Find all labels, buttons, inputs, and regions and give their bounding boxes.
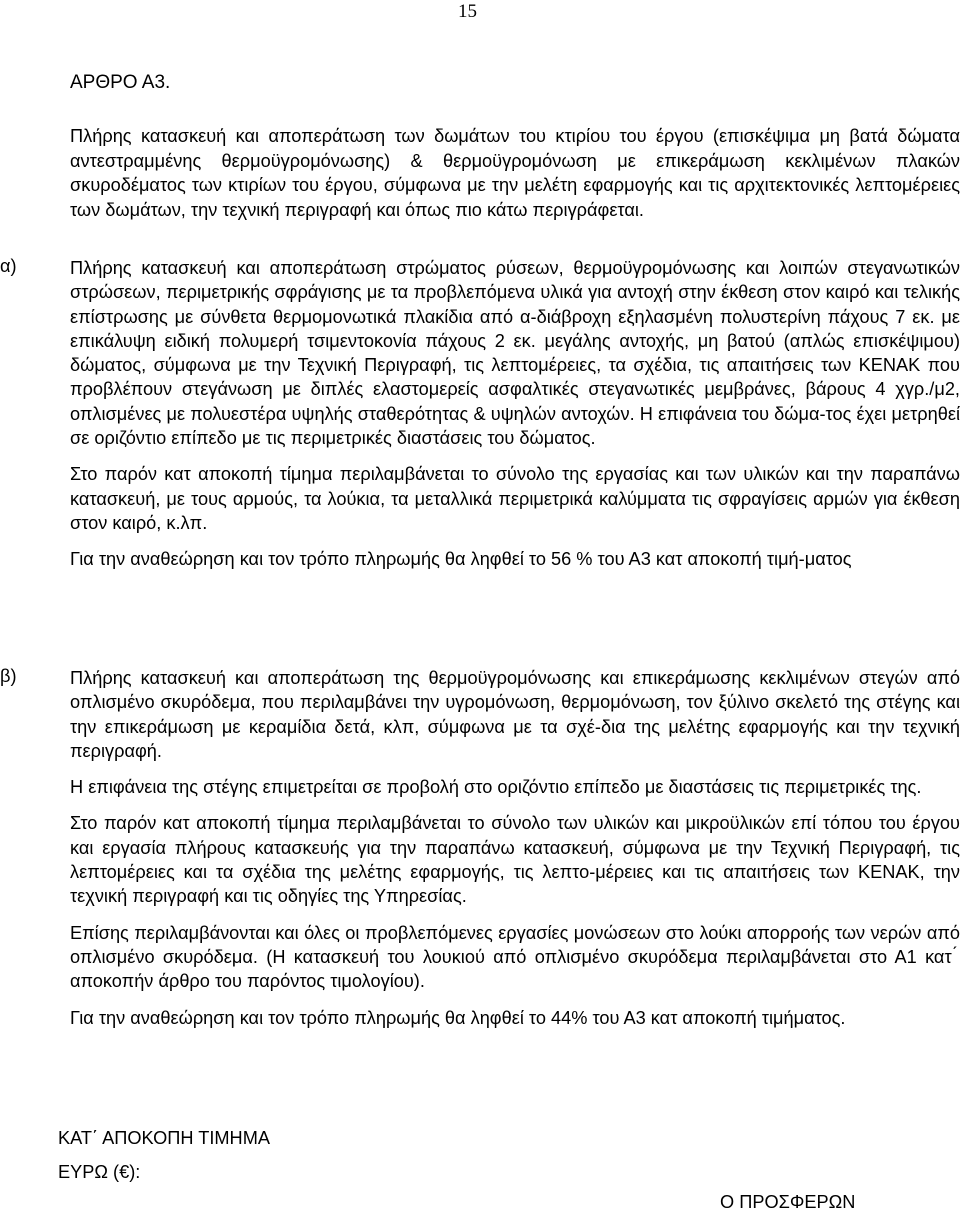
section-a-paragraph: Πλήρης κατασκευή και αποπεράτωση στρώματος ρύσεων, θερμοϋγρομόνωσης και λοιπών στεγανωτικών στρώσεων, περιμετρικής σφράγισης με τα προβλεπόμενα υλικά για αντοχή στην έκθεση στον καιρό και τελικής επίστρωσης με σύνθετα θερμομονωτικά πλακίδια από α-διάβροχη εξηλασμένη πολυστερίνη πάχους 7 εκ. με επικάλυψη ειδική πολυμερή τσιμεντοκονία πάχους 2 εκ. μεγάλης αντοχής, μη βατού (απλώς επισκέψιμου) δώματος, σύμφωνα με την Τεχνική Περιγραφή, τις λεπτομέρειες, τα σχέδια, τις απαιτήσεις των ΚΕΝΑΚ που προβλέπουν στεγάνωση με διπλές ελαστομερείς ασφαλτικές στεγανωτικές μεμβράνες, βάρους 4 χγρ./μ2, οπλισμένες με πολυεστέρα υψηλής σταθερότητας & υψηλών αντοχών. Η επιφάνεια του δώμα-τος έχει μετρηθεί σε οριζόντιο επίπεδο με τις περιμετρικές διαστάσεις του δώματος. [70,258,960,449]
section-a-letter: α) [0,256,17,276]
page-number: 15 [458,1,477,22]
section-b-paragraph: Για την αναθεώρηση και τον τρόπο πληρωμής θα ληφθεί το 44% του Α3 κατ αποκοπή τιμήματος. [70,1007,846,1028]
section-a-body [70,256,960,584]
lump-sum-price-label: ΚΑΤ΄ ΑΠΟΚΟΠΗ ΤΙΜΗΜΑ [58,1128,270,1148]
section-b-paragraph: Στο παρόν κατ αποκοπή τίμημα περιλαμβάνεται το σύνολο των υλικών και μικροϋλικών επί τόπου του έργου και εργασία πλήρους κατασκευής για την παραπάνω κατασκευή, σύμφωνα με την Τεχνική Περιγραφή, τις λεπτομέρειες και τα σχέδια της μελέτης εφαρμογής, τις λεπτο-μέρειες και τις απαιτήσεις των ΚΕΝΑΚ, την τεχνική περιγραφή και τις οδηγίες της Υπηρεσίας. [70,813,960,907]
section-b-paragraph: Η επιφάνεια της στέγης επιμετρείται σε προβολή στο οριζόντιο επίπεδο με διαστάσεις τις περιμετρικές της. [70,777,922,798]
section-b-paragraph: Πλήρης κατασκευή και αποπεράτωση της θερμοϋγρομόνωσης και επικεράμωσης κεκλιμένων στεγών από οπλισμένο σκυρόδεμα, που περιλαμβάνει την υγρομόνωση, θερμομόνωση, τον ξύλινο σκελετό της στέγης και την επικεράμωση με κεραμίδια δετά, κλπ, σύμφωνα με τα σχέ-δια της μελέτης εφαρμογής και την τεχνική περιγραφή. [70,668,960,761]
article-title: ΑΡΘΡΟ Α3. [70,72,171,93]
section-b-body [70,666,960,1042]
intro-paragraph: Πλήρης κατασκευή και αποπεράτωση των δωμάτων του κτιρίου του έργου (επισκέψιμα μη βατά δώματα αντεστραμμένης θερμοϋγρομόνωσης) & θερμοϋγρομόνωση με επικεράμωση κεκλιμένων πλακών σκυροδέματος των κτιρίων του έργου, σύμφωνα με την μελέτη εφαρμογής και τις αρχιτεκτονικές λεπτομέρειες των δωμάτων, την τεχνική περιγραφή και όπως πιο κάτω περιγράφεται. [70,126,960,220]
bidder-signature-label: Ο ΠΡΟΣΦΕΡΩΝ [720,1192,856,1212]
section-a-paragraph: Στο παρόν κατ αποκοπή τίμημα περιλαμβάνεται το σύνολο της εργασίας και των υλικών και την παραπάνω κατασκευή, με τους αρμούς, τα λούκια, τα μεταλλικά περιμετρικά καλύμματα τις σφραγίσεις αρμών για έκθεση στον καιρό, κ.λπ. [70,464,960,533]
section-a-paragraph: Για την αναθεώρηση και τον τρόπο πληρωμής θα ληφθεί το 56 % του Α3 κατ αποκοπή τιμή-ματος [70,549,852,570]
section-b-paragraph: Επίσης περιλαμβάνονται και όλες οι προβλεπόμενες εργασίες μονώσεων στο λούκι απορροής των νερών από οπλισμένο σκυρόδεμα. (Η κατασκευή του λουκιού από οπλισμένο σκυρόδεμα περιλαμβάνεται στο Α1 κατ ́ αποκοπήν άρθρο του παρόντος τιμολογίου). [70,922,960,992]
section-b-letter: β) [0,666,17,686]
euro-amount-label: ΕΥΡΩ (€): [58,1162,141,1182]
